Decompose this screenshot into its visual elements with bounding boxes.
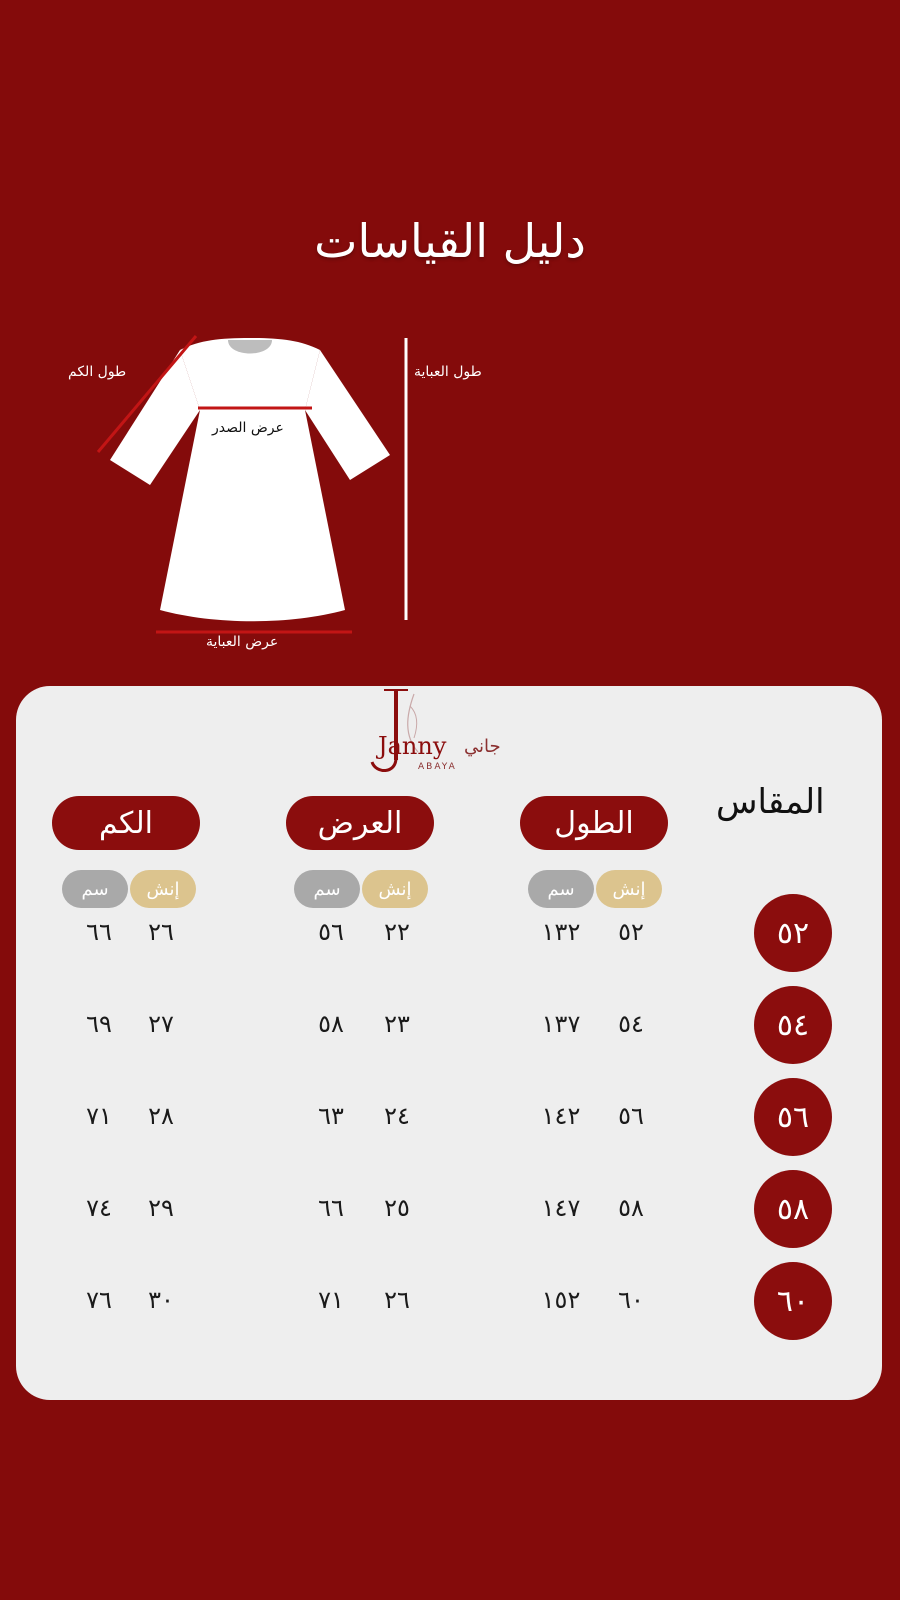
sleeve-cm: ٦٩ [86,1010,112,1038]
unit-cm-length: سم [528,870,594,908]
width-cm: ٦٦ [318,1194,344,1222]
brand-name: Janny [378,732,447,760]
sleeve-cm: ٧٤ [86,1194,112,1222]
abaya-length-label: طول العباية [414,364,482,380]
length-inch: ٥٨ [618,1194,644,1222]
column-header-width: العرض [286,796,434,850]
width-cm: ٥٨ [318,1010,344,1038]
size-badge: ٥٦ [754,1078,832,1156]
width-cm: ٦٣ [318,1102,344,1130]
unit-inch-sleeve: إنش [130,870,196,908]
brand-sub: ABAYA [418,762,457,772]
sleeve-inch: ٣٠ [148,1286,174,1314]
sleeve-length-label: طول الكم [68,364,127,380]
width-cm: ٧١ [318,1286,344,1314]
size-badge: ٦٠ [754,1262,832,1340]
size-header: المقاس [716,782,825,822]
sleeve-cm: ٦٦ [86,918,112,946]
unit-inch-width: إنش [362,870,428,908]
sleeve-inch: ٢٨ [148,1102,174,1130]
sleeve-inch: ٢٧ [148,1010,174,1038]
length-cm: ١٥٢ [541,1286,581,1314]
chest-width-label: عرض الصدر [212,420,284,436]
unit-cm-width: سم [294,870,360,908]
length-inch: ٦٠ [618,1286,644,1314]
size-chart-card [16,686,882,1400]
length-cm: ١٤٢ [541,1102,581,1130]
unit-inch-length: إنش [596,870,662,908]
length-inch: ٥٢ [618,918,644,946]
abaya-width-label: عرض العباية [206,634,279,650]
width-inch: ٢٢ [384,918,410,946]
width-inch: ٢٤ [384,1102,410,1130]
length-cm: ١٣٧ [541,1010,581,1038]
abaya-diagram [0,320,520,660]
sleeve-cm: ٧١ [86,1102,112,1130]
brand-arabic: جاني [464,736,501,757]
size-badge: ٥٨ [754,1170,832,1248]
length-cm: ١٣٢ [541,918,581,946]
width-inch: ٢٣ [384,1010,410,1038]
page-title: دليل القياسات [314,214,586,268]
width-inch: ٢٦ [384,1286,410,1314]
length-inch: ٥٤ [618,1010,644,1038]
sleeve-inch: ٢٦ [148,918,174,946]
size-badge: ٥٤ [754,986,832,1064]
size-badge: ٥٢ [754,894,832,972]
brand-logo [356,686,526,786]
length-inch: ٥٦ [618,1102,644,1130]
column-header-length: الطول [520,796,668,850]
column-header-sleeve: الكم [52,796,200,850]
width-cm: ٥٦ [318,918,344,946]
unit-cm-sleeve: سم [62,870,128,908]
sleeve-inch: ٢٩ [148,1194,174,1222]
sleeve-cm: ٧٦ [86,1286,112,1314]
length-cm: ١٤٧ [541,1194,581,1222]
width-inch: ٢٥ [384,1194,410,1222]
